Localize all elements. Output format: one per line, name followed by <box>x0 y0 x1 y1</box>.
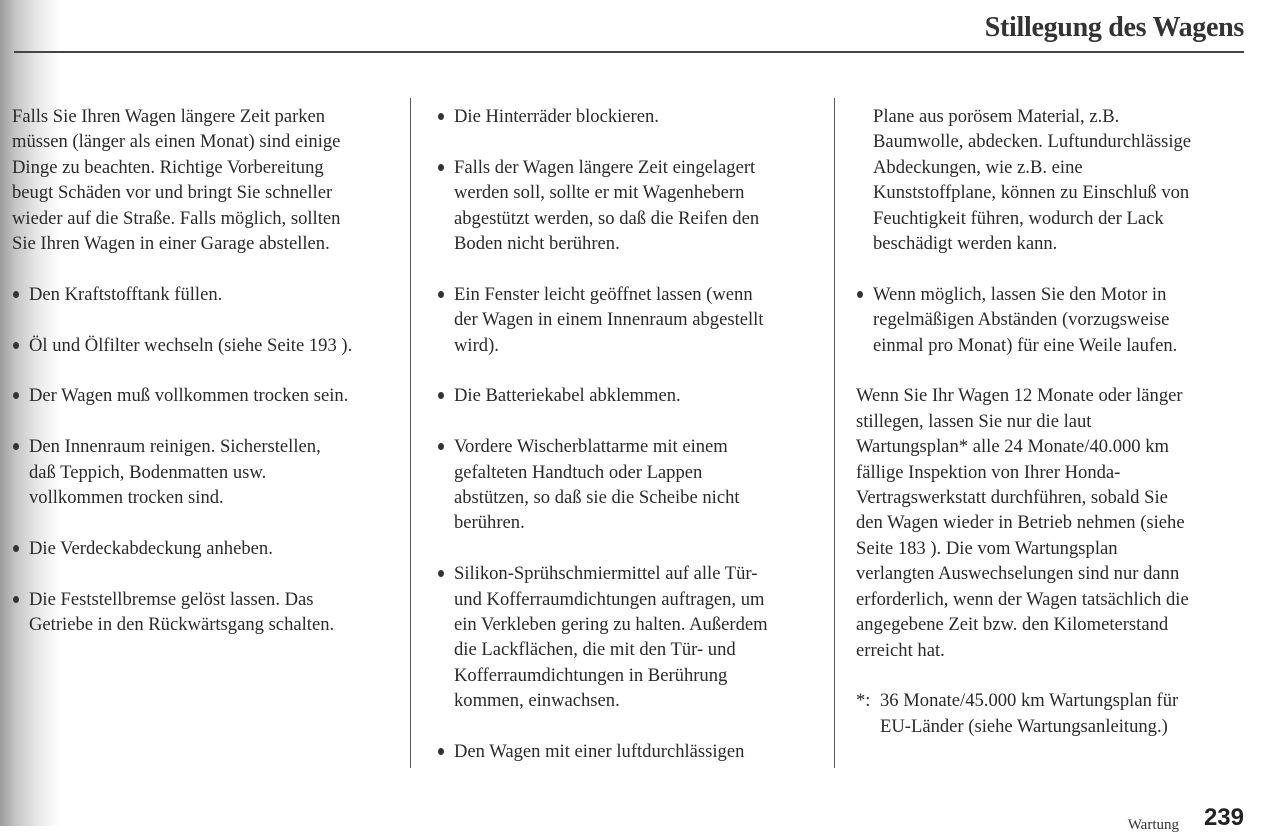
bullet-icon <box>13 596 19 603</box>
bullet-icon <box>13 392 19 399</box>
text-line: Silikon-Sprühschmiermittel auf alle Tür- <box>454 563 758 585</box>
text-line: einmal pro Monat) für eine Weile laufen. <box>873 334 1178 356</box>
bullet-icon <box>438 113 444 120</box>
list-item <box>12 434 352 510</box>
list-item <box>856 282 1191 358</box>
bullet-icon <box>13 443 19 450</box>
text-line: Die Batteriekabel abklemmen. <box>454 385 681 407</box>
text-line: erreicht hat. <box>856 639 945 661</box>
footnote-mark: *: <box>856 690 871 712</box>
text-line: die Lackflächen, die mit den Tür- und <box>454 639 736 661</box>
bullet-icon <box>438 570 444 577</box>
list-item <box>12 587 352 638</box>
bullet-icon <box>13 291 19 298</box>
list-item <box>437 104 768 129</box>
text-line: verlangten Auswechselungen sind nur dann <box>856 563 1180 585</box>
text-line: Falls Sie Ihren Wagen längere Zeit parken <box>12 106 326 127</box>
text-line: Ein Fenster leicht geöffnet lassen (wenn <box>454 283 753 305</box>
list-item <box>437 383 768 408</box>
text-line: Kunststoffplane, können zu Einschluß von <box>873 182 1190 204</box>
text-line: den Wagen wieder in Betrieb nehmen (siehe <box>856 512 1185 534</box>
text-line: Der Wagen muß vollkommen trocken sein. <box>29 385 349 407</box>
bullet-icon <box>13 545 19 552</box>
text-line: müssen (länger als einen Monat) sind einige <box>12 131 341 153</box>
text-line: abgestützt werden, so daß die Reifen den <box>454 207 760 229</box>
text-line: und Kofferraumdichtungen auftragen, um <box>454 588 765 610</box>
list-item <box>437 282 768 358</box>
text-line: Vertragswerkstatt durchführen, sobald Sie <box>856 487 1168 509</box>
list-item <box>12 536 352 561</box>
text-line: berühren. <box>454 512 525 534</box>
list-item <box>12 383 352 408</box>
text-line: Den Innenraum reinigen. Sicherstellen, <box>29 436 321 458</box>
bullet-icon <box>13 342 19 349</box>
text-line: Falls der Wagen längere Zeit eingelagert <box>454 156 756 178</box>
bullet-icon <box>438 164 444 171</box>
list-item <box>437 561 768 713</box>
text-line: Wartungsplan* alle 24 Monate/40.000 km <box>856 436 1169 458</box>
column-divider-1 <box>410 98 411 768</box>
text-line: Wenn Sie Ihr Wagen 12 Monate oder länger <box>856 385 1183 407</box>
text-line: Kofferraumdichtungen in Berührung <box>454 664 728 686</box>
text-line: werden soll, sollte er mit Wagenhebern <box>454 182 745 204</box>
text-line: Baumwolle, abdecken. Luftundurchlässige <box>873 131 1192 153</box>
text-line: wird). <box>454 334 499 356</box>
text-line: vollkommen trocken sind. <box>29 487 224 509</box>
list-item <box>437 434 768 536</box>
column-divider-2 <box>834 98 835 768</box>
text-line: Öl und Ölfilter wechseln (siehe Seite 193 ). <box>29 334 353 356</box>
text-line: wieder auf die Straße. Falls möglich, sollten <box>12 207 341 229</box>
text-line: Dinge zu beachten. Richtige Vorbereitung <box>12 156 324 178</box>
text-line: ein Verkleben gering zu halten. Außerdem <box>454 614 768 636</box>
bullet-icon <box>857 291 863 298</box>
list-item <box>437 739 768 764</box>
list-item <box>12 333 352 358</box>
text-line: Abdeckungen, wie z.B. eine <box>873 156 1083 178</box>
text-line: Boden nicht berühren. <box>454 233 620 255</box>
text-line: 36 Monate/45.000 km Wartungsplan für <box>880 690 1179 712</box>
text-line: Plane aus porösem Material, z.B. <box>873 106 1120 127</box>
list-item <box>12 282 352 307</box>
text-line: Den Kraftstofftank füllen. <box>29 283 223 305</box>
text-line: gefalteten Handtuch oder Lappen <box>454 461 703 483</box>
text-line: angegebene Zeit bzw. den Kilometerstand <box>856 614 1169 636</box>
text-line: Seite 183 ). Die vom Wartungsplan <box>856 537 1118 559</box>
text-line: stillegen, lassen Sie nur die laut <box>856 410 1092 432</box>
footer-section-name: Wartung <box>1127 817 1179 833</box>
header-rule <box>14 51 1244 53</box>
text-line: abstützen, so daß sie die Scheibe nicht <box>454 487 740 509</box>
text-line: Getriebe in den Rückwärtsgang schalten. <box>29 614 335 636</box>
text-line: daß Teppich, Bodenmatten usw. <box>29 461 267 483</box>
text-line: kommen, einwachsen. <box>454 690 620 712</box>
text-line: Feuchtigkeit führen, wodurch der Lack <box>873 207 1164 229</box>
text-line: Die Verdeckabdeckung anheben. <box>29 537 273 559</box>
text-line: fällige Inspektion von Ihrer Honda- <box>856 461 1121 483</box>
page-number: 239 <box>1203 804 1244 831</box>
text-line: EU-Länder (siehe Wartungsanleitung.) <box>880 715 1168 737</box>
list-item-continued <box>856 104 1191 256</box>
column-3 <box>856 104 1191 739</box>
text-line: Die Hinterräder blockieren. <box>454 106 659 127</box>
bullet-icon <box>438 443 444 450</box>
text-line: Wenn möglich, lassen Sie den Motor in <box>873 283 1167 305</box>
text-line: Den Wagen mit einer luftdurchlässigen <box>454 741 745 763</box>
page-title: Stillegung des Wagens <box>984 12 1244 43</box>
maintenance-paragraph <box>856 383 1191 662</box>
text-line: der Wagen in einem Innenraum abgestellt <box>454 309 764 331</box>
bullet-icon <box>438 291 444 298</box>
column-2 <box>437 104 768 764</box>
text-line: beschädigt werden kann. <box>873 233 1058 255</box>
column-1 <box>12 104 352 637</box>
footnote <box>856 688 1191 739</box>
intro-paragraph <box>12 104 352 256</box>
text-line: regelmäßigen Abständen (vorzugsweise <box>873 309 1170 331</box>
text-line: Vordere Wischerblattarme mit einem <box>454 436 728 458</box>
list-item <box>437 155 768 257</box>
text-line: erforderlich, wenn der Wagen tatsächlich die <box>856 588 1189 610</box>
bullet-icon <box>438 748 444 755</box>
text-line: Sie Ihren Wagen in einer Garage abstellen. <box>12 233 330 255</box>
bullet-icon <box>438 392 444 399</box>
text-line: Die Feststellbremse gelöst lassen. Das <box>29 588 314 610</box>
text-line: beugt Schäden vor und bringt Sie schneller <box>12 182 333 204</box>
